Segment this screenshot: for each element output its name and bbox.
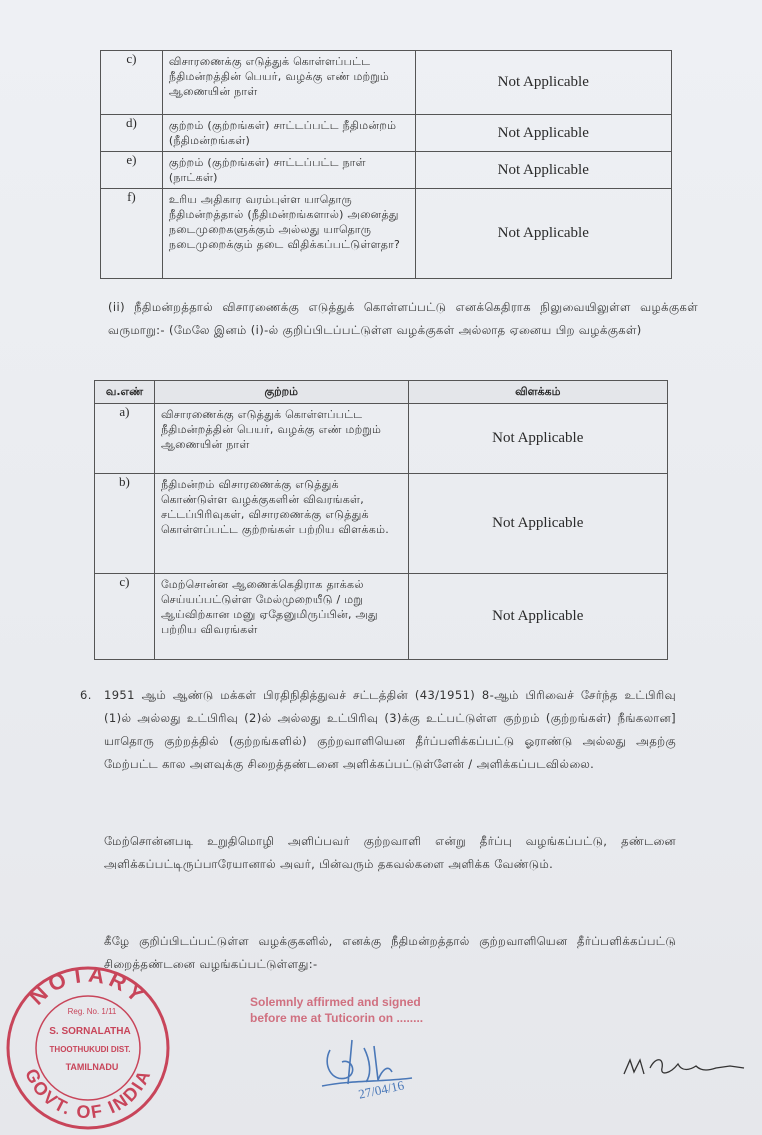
stamp-govt-text: GOVT. OF INDIA (21, 1065, 155, 1123)
stamp-notary-text: NOTARY (24, 961, 152, 1010)
section-ii-text: (ii) நீதிமன்றத்தால் விசாரணைக்கு எடுத்துக் கொள்ளப்பட்டு எனக்கெதிராக நிலுவையிலுள்ள வழக்குகள் வருமாறு:- (மேலே இனம் (i)-ல் குறிப்பிடப்பட்டுள்ள வழக்குகள் அல்லாத ஏனைய பிற வழக்குகள்) (108, 300, 698, 337)
row-value: Not Applicable (408, 404, 667, 474)
section-6-para3: கீழே குறிப்பிடப்பட்டுள்ள வழக்குகளில், எனக்கு நீதிமன்றத்தால் குற்றவாளியென தீர்ப்பளிக்கப்பட்டு சிறைத்தண்டனை வழங்கப்பட்டுள்ளது:- (104, 934, 676, 971)
table-row (101, 115, 672, 152)
section-6-number: 6. (80, 688, 92, 702)
affirmation-line-1: Solemnly affirmed and signed (250, 995, 421, 1009)
row-description: விசாரணைக்கு எடுத்துக் கொள்ளப்பட்ட நீதிமன்றத்தின் பெயர், வழக்கு எண் மற்றும் ஆணையின் நாள் (154, 404, 408, 474)
row-value: Not Applicable (415, 51, 672, 115)
row-description: உரிய அதிகார வரம்புள்ள யாதொரு நீதிமன்றத்தால் (நீதிமன்றங்களால்) அனைத்து நடைமுறைகளுக்கும் அல்லது யாதொரு நடைமுறைக்கும் தடை விதிக்கப்பட்டுள்ளதா? (162, 189, 415, 279)
table-row (101, 189, 672, 279)
header-explanation: விளக்கம் (408, 381, 667, 404)
candidate-signature (420, 850, 750, 1084)
signature-date: 27/04/16 (357, 1077, 406, 1102)
row-value: Not Applicable (415, 115, 672, 152)
notary-signature (312, 1020, 432, 1100)
table-criminal-details-2 (94, 380, 668, 660)
row-description: விசாரணைக்கு எடுத்துக் கொள்ளப்பட்ட நீதிமன்றத்தின் பெயர், வழக்கு எண் மற்றும் ஆணையின் நாள் (162, 51, 415, 115)
table-row (95, 474, 668, 574)
stamp-place: THOOTHUKUDI DIST. (49, 1045, 131, 1054)
header-offence: குற்றம் (154, 381, 408, 404)
table-row (101, 152, 672, 189)
row-value: Not Applicable (408, 474, 667, 574)
row-label: c) (95, 574, 155, 660)
row-label: b) (95, 474, 155, 574)
row-description: குற்றம் (குற்றங்கள்) சாட்டப்பட்ட நீதிமன்றம் (நீதிமன்றங்கள்) (162, 115, 415, 152)
notary-stamp (0, 952, 172, 1135)
row-label: c) (101, 51, 163, 115)
row-label: d) (101, 115, 163, 152)
table-row (101, 51, 672, 115)
row-label: e) (101, 152, 163, 189)
stamp-reg: Reg. No. 1/11 (67, 1007, 117, 1016)
header-serial: வ.எண் (95, 381, 155, 404)
row-label: a) (95, 404, 155, 474)
row-value: Not Applicable (415, 189, 672, 279)
row-value: Not Applicable (415, 152, 672, 189)
table-row (95, 574, 668, 660)
table-header-row (95, 381, 668, 404)
row-description: குற்றம் (குற்றங்கள்) சாட்டப்பட்ட நாள் (நாட்கள்) (162, 152, 415, 189)
row-description: மேற்சொன்ன ஆணைக்கெதிராக தாக்கல் செய்யப்பட்டுள்ள மேல்முறையீடு / மறு ஆய்விற்கான மனு ஏதேனுமிருப்பின், அது பற்றிய விவரங்கள் (154, 574, 408, 660)
row-value: Not Applicable (408, 574, 667, 660)
table-criminal-details-1 (100, 50, 672, 279)
signature-text: M. Shanmugam (420, 850, 428, 851)
row-description: நீதிமன்றம் விசாரணைக்கு எடுத்துக் கொண்டுள்ள வழக்குகளின் விவரங்கள், சட்டப்பிரிவுகள், விசாரணைக்கு எடுத்துக் கொள்ளப்பட்ட குற்றங்கள் பற்றிய விளக்கம். (154, 474, 408, 574)
table-row (95, 404, 668, 474)
affirmation-line-2: before me at Tuticorin on ........ (250, 1011, 424, 1025)
stamp-name: S. SORNALATHA (49, 1026, 131, 1037)
stamp-state: TAMILNADU (65, 1062, 119, 1072)
section-6-text: 1951 ஆம் ஆண்டு மக்கள் பிரதிநிதித்துவச் சட்டத்தின் (43/1951) 8-ஆம் பிரிவைச் சேர்ந்த உட்பிரிவு (1)ல் அல்லது உட்பிரிவு (2)ல் அல்லது உட்பிரிவு (3)க்கு உட்பட்டுள்ள குற்றம் (குற்றங்கள்) நீங்கலான] யாதொரு குற்றத்தில் (குற்றங்களில்) குற்றவாளியென தீர்ப்பளிக்கப்பட்டு ஓராண்டு அல்லது அதற்கு மேற்பட்ட கால அளவுக்கு சிறைத்தண்டனை அளிக்கப்பட்டுள்ளேன் / அளிக்கப்படவில்லை. (104, 688, 676, 771)
section-6-para2: மேற்சொன்னபடி உறுதிமொழி அளிப்பவர் குற்றவாளி என்று தீர்ப்பு வழங்கப்பட்டு, தண்டனை அளிக்கப்பட்டிருப்பாரேயானால் அவர், பின்வரும் தகவல்களை அளிக்க வேண்டும். (104, 834, 676, 871)
row-label: f) (101, 189, 163, 279)
